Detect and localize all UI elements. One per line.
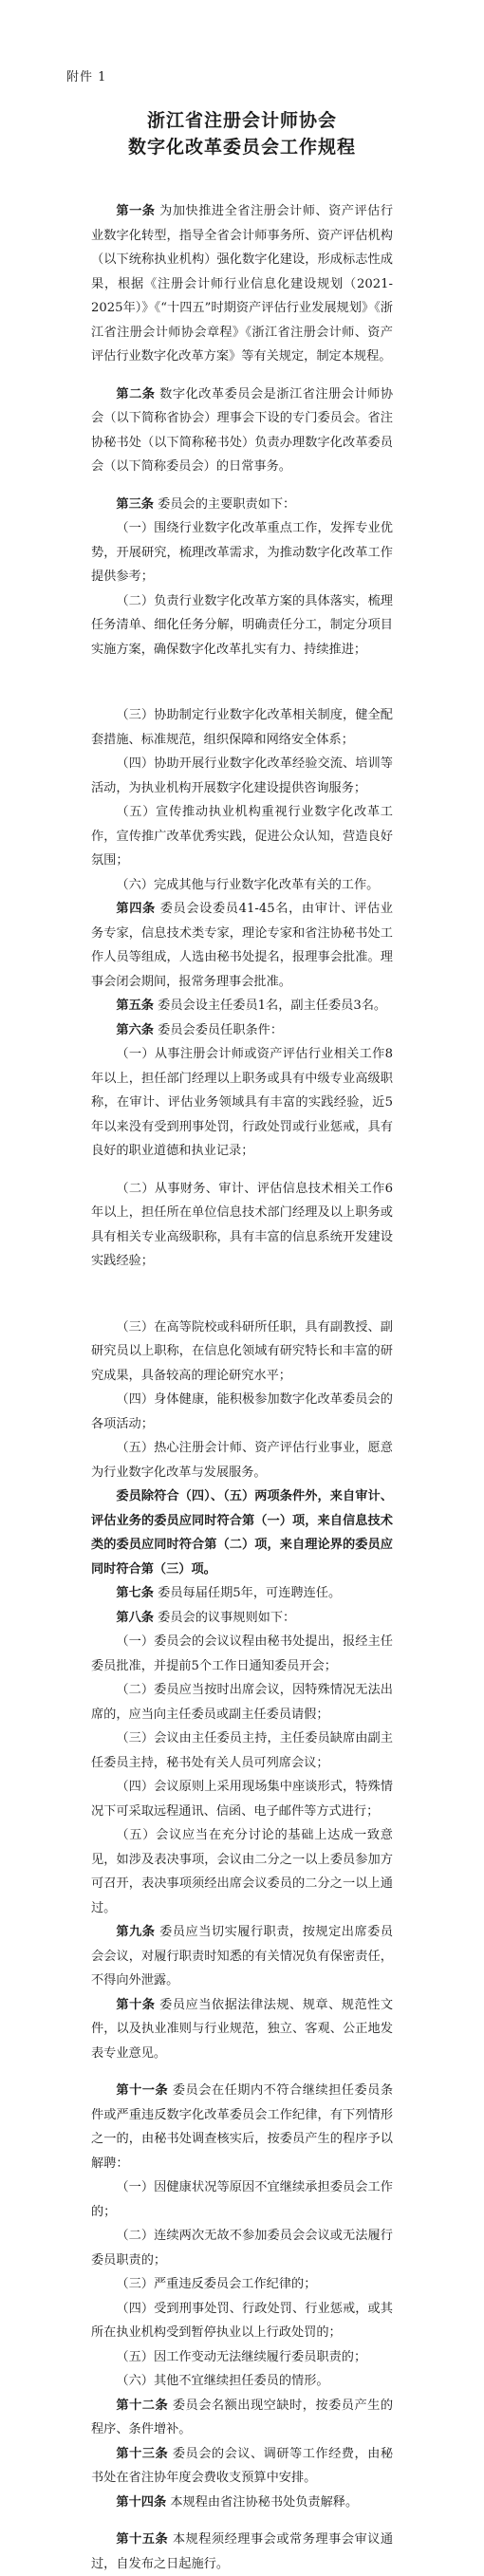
article-text: 委员每届任期5年，可连聘连任。	[158, 1586, 342, 1600]
article-lead: 第十四条	[116, 2494, 167, 2510]
article-3-item-1: （一）围绕行业数字化改革重点工作，发挥专业优势，开展研究，梳理改革需求，为推动数字化改革工作提供参考；	[91, 521, 393, 584]
article-lead: 第六条	[116, 1022, 154, 1037]
article-8-item-1: （一）委员会的会议议程由秘书处提出，报经主任委员批准，并提前5个工作日通知委员开会；	[91, 1634, 393, 1673]
document-title-line-1: 浙江省注册会计师协会	[146, 110, 337, 131]
article-text: 数字化改革委员会是浙江省注册会计师协会（以下简称省协会）理事会下设的专门委员会。省注协秘书处（以下简称秘书处）负责办理数字化改革委员会（以下简称委员会）的日常事务。	[91, 386, 394, 474]
article-3-item-6: （六）完成其他与行业数字化改革有关的工作。	[116, 877, 380, 892]
article-lead: 第三条	[116, 496, 154, 512]
article-3	[91, 493, 393, 517]
article-3-item-4: （四）协助开展行业数字化改革经验交流、培训等活动，为执业机构开展数字化建设提供咨询服务；	[91, 756, 393, 795]
article-13	[91, 2442, 393, 2491]
article-3-item-2: （二）负责行业数字化改革方案的具体落实，梳理任务清单、细化任务分解，明确责任分工，制定分项目实施方案，确保数字化改革扎实有力、持续推进；	[91, 593, 393, 657]
attachment-label: 附件 1	[66, 70, 107, 84]
article-10	[91, 1993, 393, 2066]
article-lead: 第九条	[116, 1925, 156, 1939]
article-11-item-5: （五）因工作变动无法继续履行委员职责的；	[116, 2349, 367, 2364]
article-6	[91, 1018, 393, 1043]
article-15	[91, 2528, 393, 2576]
article-1	[91, 199, 393, 369]
article-12	[91, 2394, 393, 2442]
article-4	[91, 897, 393, 994]
article-8	[91, 1606, 393, 1631]
article-text: 本规程由省注协秘书处负责解释。	[170, 2494, 359, 2510]
article-lead: 第十五条	[116, 2532, 169, 2547]
article-text: 委员会设委员41-45名，由审计、评估业务专家，信息技术类专家，理论专家和省注协秘书处工作人员等组成，人选由秘书处提名，报理事会批准。理事会闭会期间，报常务理事会批准。	[91, 902, 393, 989]
article-8-item-4: （四）会议原则上采用现场集中座谈形式，特殊情况下可采取远程通讯、信函、电子邮件等方式进行；	[91, 1780, 393, 1819]
article-lead: 第十三条	[116, 2446, 169, 2461]
article-lead: 第十条	[116, 1997, 156, 2012]
document-title-line-2: 数字化改革委员会工作规程	[127, 137, 356, 158]
article-11-item-6: （六）其他不宜继续担任委员的情形。	[116, 2374, 329, 2388]
article-text: 委员会名额出现空缺时，按委员产生的程序、条件增补。	[91, 2398, 394, 2436]
article-14	[91, 2491, 393, 2515]
article-8-item-3: （三）会议由主任委员主持，主任委员缺席由副主任委员主持，秘书处有关人员可列席会议；	[91, 1731, 393, 1770]
article-text: 委员应当切实履行职责，按规定出席委员会会议，对履行职责时知悉的有关情况负有保密责任，不得向外泄露。	[91, 1925, 394, 1988]
article-lead: 第十二条	[116, 2398, 169, 2413]
article-7	[91, 1581, 393, 1606]
article-8-item-2: （二）委员应当按时出席会议，因特殊情况无法出席的，应当向主任委员或副主任委员请假；	[91, 1683, 393, 1722]
article-text: 委员会的主要职责如下：	[158, 496, 296, 512]
article-6-conditions: 委员除符合（四）、（五）两项条件外，来自审计、评估业务的委员应同时符合第（一）项，来自信息技术类的委员应同时符合第（二）项，来自理论界的委员应同时符合第（三）项。	[91, 1489, 393, 1577]
article-lead: 第十一条	[116, 2083, 169, 2098]
article-11-item-3: （三）严重违反委员会工作纪律的；	[116, 2277, 317, 2291]
article-text: 为加快推进全省注册会计师、资产评估行业数字化转型，指导全省会计师事务所、资产评估机构（以下统称执业机构）强化数字化建设，形成标志性成果，根据《注册会计师行业信息化建设规划（2021-2025年）》《“十四五”时期资产评估行业发展规划》《浙江省注册会计师协会章程》《浙江省注册会计师、资产评估行业数字化改革方案》等有关规定，制定本规程。	[91, 204, 394, 364]
article-text: 委员会在任期内不符合继续担任委员条件或严重违反数字化改革委员会工作纪律，有下列情形之一的，由秘书处调查核实后，按委员产生的程序予以解聘：	[91, 2083, 394, 2171]
article-3-item-3: （三）协助制定行业数字化改革相关制度，健全配套措施、标准规范，组织保障和网络安全体系；	[91, 708, 393, 747]
article-8-item-5: （五）会议应当在充分讨论的基础上达成一致意见，如涉及表决事项，会议由二分之一以上委员参加方可召开，表决事项须经出席会议委员的二分之一以上通过。	[91, 1828, 393, 1915]
article-11-item-2: （二）连续两次无故不参加委员会会议或无法履行委员职责的；	[91, 2229, 393, 2268]
article-lead: 第二条	[116, 386, 156, 401]
article-text: 委员会设主任委员1名，副主任委员3名。	[158, 999, 387, 1013]
article-lead: 第五条	[116, 999, 154, 1013]
article-lead: 第七条	[116, 1586, 154, 1600]
article-11-item-4: （四）受到刑事处罚、行政处罚、行业惩戒，或其所在执业机构受到暂停执业以上行政处罚的；	[91, 2301, 393, 2340]
article-6-item-3: （三）在高等院校或科研所任职，具有副教授、副研究员以上职称，在信息化领域有研究特长和丰富的研究成果，具备较高的理论研究水平；	[91, 1319, 393, 1383]
article-9	[91, 1920, 393, 1993]
article-2	[91, 383, 393, 479]
article-lead: 第一条	[116, 204, 156, 218]
article-6-item-1: （一）从事注册会计师或资产评估行业相关工作8年以上，担任部门经理以上职务或具有中级专业高级职称，在审计、评估业务领域具有丰富的实践经验，近5年以来没有受到刑事处罚，行政处罚或行业惩戒，具有良好的职业道德和执业记录；	[91, 1047, 393, 1158]
article-5	[91, 994, 393, 1018]
article-6-item-5: （五）热心注册会计师、资产评估行业事业，愿意为行业数字化改革与发展服务。	[91, 1441, 393, 1480]
article-11	[91, 2079, 393, 2175]
article-text: 委员应当依据法律法规、规章、规范性文件，以及执业准则与行业规范，独立、客观、公正地发表专业意见。	[91, 1997, 394, 2061]
document-body	[91, 199, 393, 2576]
article-3-item-5: （五）宣传推动执业机构重视行业数字化改革工作，宣传推广改革优秀实践，促进公众认知，营造良好氛围；	[91, 805, 393, 868]
article-11-item-1: （一）因健康状况等原因不宜继续承担委员会工作的；	[91, 2180, 393, 2219]
article-lead: 第八条	[116, 1610, 154, 1625]
article-text: 本规程须经理事会或常务理事会审议通过，自发布之日起施行。	[91, 2532, 394, 2571]
article-6-item-2: （二）从事财务、审计、评估信息技术相关工作6年以上，担任所在单位信息技术部门经理及以上职务或具有相关专业高级职称，具有丰富的信息系统开发建设实践经验；	[91, 1181, 393, 1268]
article-6-item-4: （四）身体健康，能积极参加数字化改革委员会的各项活动；	[91, 1392, 393, 1431]
article-text: 委员会的议事规则如下：	[158, 1610, 296, 1625]
article-lead: 第四条	[116, 902, 156, 916]
article-text: 委员会委员任职条件：	[158, 1022, 284, 1037]
article-text: 委员会的会议、调研等工作经费，由秘书处在省注协年度会费收支预算中安排。	[91, 2446, 394, 2485]
